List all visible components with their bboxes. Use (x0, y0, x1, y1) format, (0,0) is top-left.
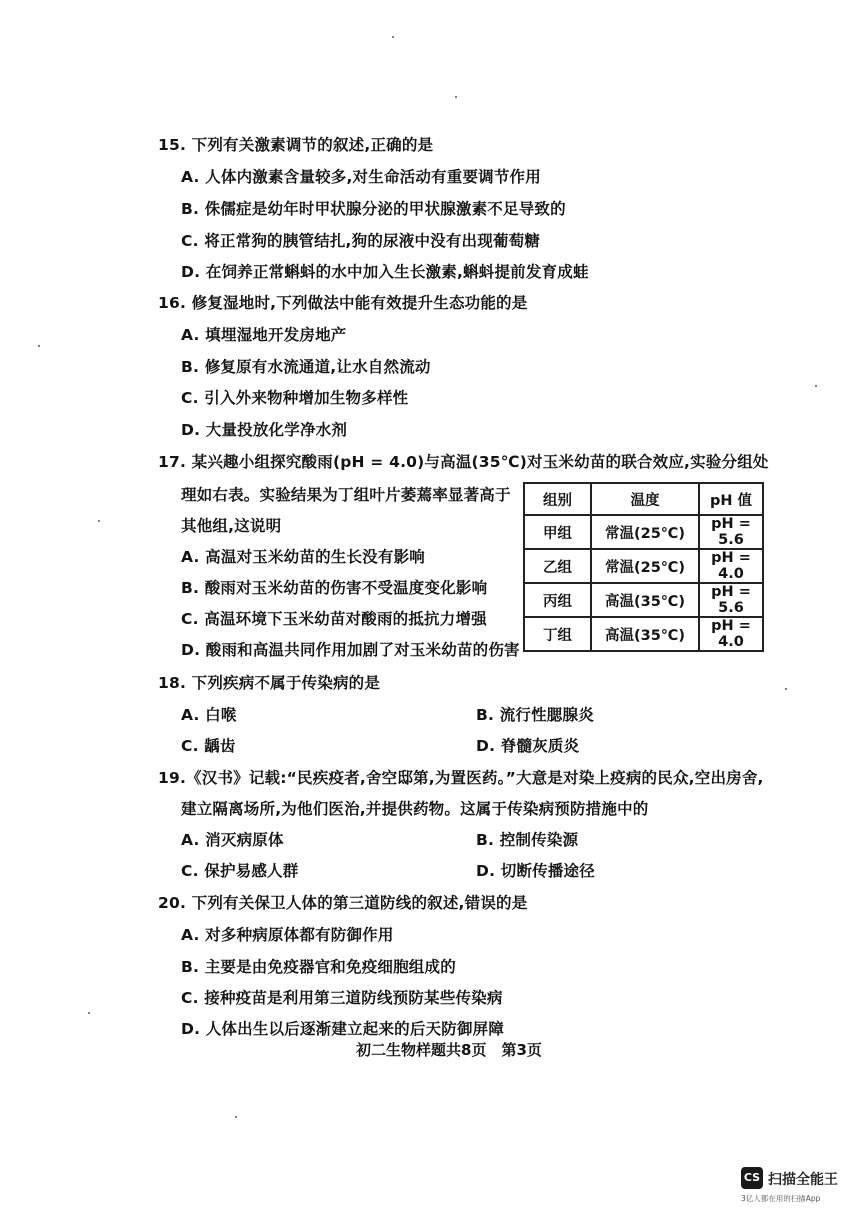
q15-option-d: D. 在饲养正常蝌蚪的水中加入生长激素,蝌蚪提前发育成蛙 (181, 263, 589, 281)
scan-speck (38, 345, 40, 347)
scan-speck (98, 520, 100, 522)
table-cell: pH = 4.0 (699, 617, 763, 651)
table-row (524, 549, 763, 583)
table-row (524, 583, 763, 617)
q19-option-b: B. 控制传染源 (476, 831, 579, 849)
scan-speck (785, 688, 787, 690)
q17-stem-line2: 理如右表。实验结果为丁组叶片萎蔫率显著高于 (181, 486, 511, 504)
table-header-ph: pH 值 (699, 483, 763, 515)
table-row (524, 515, 763, 549)
q16-option-c: C. 引入外来物种增加生物多样性 (181, 389, 409, 407)
q19-option-a: A. 消灭病原体 (181, 831, 284, 849)
table-header-group: 组别 (524, 483, 591, 515)
table-cell: pH = 4.0 (699, 549, 763, 583)
q15-option-a: A. 人体内激素含量较多,对生命活动有重要调节作用 (181, 168, 541, 186)
table-cell: 常温(25℃) (591, 549, 699, 583)
q20-option-d: D. 人体出生以后逐渐建立起来的后天防御屏障 (181, 1020, 505, 1038)
q15-option-c: C. 将正常狗的胰管结扎,狗的尿液中没有出现葡萄糖 (181, 232, 541, 250)
scanner-watermark (741, 1167, 851, 1207)
table-cell: 丁组 (524, 617, 591, 651)
table-cell: pH = 5.6 (699, 583, 763, 617)
q16-stem: 16. 修复湿地时,下列做法中能有效提升生态功能的是 (158, 294, 528, 312)
q17-option-d: D. 酸雨和高温共同作用加剧了对玉米幼苗的伤害 (181, 641, 520, 659)
q17-option-a: A. 高温对玉米幼苗的生长没有影响 (181, 548, 425, 566)
q18-option-a: A. 白喉 (181, 706, 237, 724)
camscanner-logo-icon: CS (741, 1167, 763, 1189)
watermark-name: 扫描全能王 (768, 1172, 838, 1188)
q16-option-b: B. 修复原有水流通道,让水自然流动 (181, 358, 431, 376)
scan-speck (815, 385, 817, 387)
q15-option-b: B. 侏儒症是幼年时甲状腺分泌的甲状腺激素不足导致的 (181, 200, 566, 218)
q20-option-c: C. 接种疫苗是利用第三道防线预防某些传染病 (181, 989, 503, 1007)
table-cell: 常温(25℃) (591, 515, 699, 549)
table-cell: 丙组 (524, 583, 591, 617)
page-footer: 初二生物样题共8页 第3页 (356, 1041, 542, 1059)
q16-option-a: A. 填埋湿地开发房地产 (181, 326, 347, 344)
q19-option-c: C. 保护易感人群 (181, 862, 299, 880)
q18-option-d: D. 脊髓灰质炎 (476, 737, 580, 755)
table-cell: pH = 5.6 (699, 515, 763, 549)
watermark-subtitle: 3亿人都在用的扫描App (741, 1194, 821, 1203)
q19-stem-line2: 建立隔离场所,为他们医治,并提供药物。这属于传染病预防措施中的 (181, 800, 649, 818)
q15-stem: 15. 下列有关激素调节的叙述,正确的是 (158, 136, 434, 154)
table-cell: 乙组 (524, 549, 591, 583)
table-cell: 高温(35℃) (591, 583, 699, 617)
table-header-temperature: 温度 (591, 483, 699, 515)
scan-speck (88, 1012, 90, 1014)
table-header-row (524, 483, 763, 515)
table-cell: 高温(35℃) (591, 617, 699, 651)
q20-stem: 20. 下列有关保卫人体的第三道防线的叙述,错误的是 (158, 894, 528, 912)
scan-speck (392, 36, 394, 38)
q20-option-a: A. 对多种病原体都有防御作用 (181, 926, 394, 944)
q17-option-c: C. 高温环境下玉米幼苗对酸雨的抵抗力增强 (181, 610, 487, 628)
q17-stem-line1: 17. 某兴趣小组探究酸雨(pH = 4.0)与高温(35℃)对玉米幼苗的联合效应,实验分组处 (158, 453, 769, 471)
q17-stem-line3: 其他组,这说明 (181, 517, 282, 535)
q19-option-d: D. 切断传播途径 (476, 862, 595, 880)
scan-speck (235, 1116, 237, 1118)
q17-option-b: B. 酸雨对玉米幼苗的伤害不受温度变化影响 (181, 579, 488, 597)
q20-option-b: B. 主要是由免疫器官和免疫细胞组成的 (181, 958, 456, 976)
q16-option-d: D. 大量投放化学净水剂 (181, 421, 348, 439)
scan-speck (455, 96, 457, 98)
table-row (524, 617, 763, 651)
q18-option-c: C. 龋齿 (181, 737, 236, 755)
table-cell: 甲组 (524, 515, 591, 549)
q19-stem-line1: 19.《汉书》记载:“民疾疫者,舍空邸第,为置医药。”大意是对染上疫病的民众,空出房舍, (158, 769, 764, 787)
q18-stem: 18. 下列疾病不属于传染病的是 (158, 674, 381, 692)
q18-option-b: B. 流行性腮腺炎 (476, 706, 594, 724)
experiment-group-table (523, 482, 764, 652)
